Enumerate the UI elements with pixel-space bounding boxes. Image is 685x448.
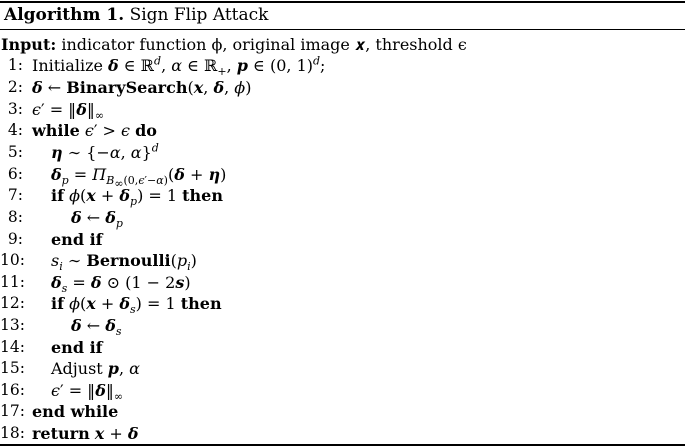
line-code: $\delta_s = \delta$ ⊙ (1 − 2s) <box>51 273 191 296</box>
line-code: δ ← $\delta_p$ <box>71 208 123 231</box>
line-code: $\delta_p = \Pi_{B_\infty(0,\epsilon'-\alpha)}(\delta + \eta)$ <box>51 165 227 191</box>
line-code: end if <box>51 338 103 357</box>
line-code: Initialize δ ∈ ℝ$^d$, α ∈ ℝ$_+$, p ∈ (0, 1)$^d$; <box>32 54 326 79</box>
line-number: 16: <box>0 381 25 399</box>
line-number: 12: <box>0 294 25 312</box>
input-text: indicator function ϕ, original image 𝒙, threshold ϵ <box>61 35 467 54</box>
line-number: 14: <box>0 338 25 356</box>
line-code: $\epsilon' = ‖\delta‖_\infty$ <box>32 100 105 123</box>
line-code: if $\phi(x + \delta_s) = 1$ then <box>51 294 222 317</box>
line-code: δ ← BinarySearch(x, δ, ϕ) <box>32 78 252 97</box>
line-number: 17: <box>0 402 25 420</box>
line-code: Adjust p, α <box>51 359 140 378</box>
line-code: end while <box>32 402 119 421</box>
line-number: 10: <box>0 251 25 269</box>
line-code: if $\phi(x + \delta_p) = 1$ then <box>51 186 223 209</box>
line-number: 5: <box>7 143 23 161</box>
line-number: 2: <box>7 78 23 96</box>
line-number: 18: <box>0 424 25 442</box>
line-number: 15: <box>0 359 25 377</box>
line-code: return x + δ <box>32 424 139 443</box>
line-number: 6: <box>7 165 23 183</box>
bottom-rule <box>0 444 685 446</box>
line-number: 9: <box>7 230 23 248</box>
line-code: η ∼ {−α, α}$^d$ <box>51 141 159 162</box>
line-code: end if <box>51 230 103 249</box>
line-number: 11: <box>0 273 25 291</box>
line-number: 13: <box>0 316 25 334</box>
line-code: $s_i$ ∼ $Bernoulli(p_i)$ <box>51 251 197 274</box>
caption-rule <box>0 29 685 30</box>
line-number: 7: <box>7 186 23 204</box>
line-code: while ϵ′ > ϵ do <box>32 121 157 140</box>
line-number: 8: <box>7 208 23 226</box>
algorithm-title: Sign Flip Attack <box>129 5 269 25</box>
line-number: 3: <box>7 100 23 118</box>
line-number: 4: <box>7 121 23 139</box>
algorithm-label: Algorithm 1. <box>4 5 125 25</box>
line-code: $\epsilon' = ‖\delta‖_\infty$ <box>51 381 124 404</box>
algorithm-caption <box>4 5 268 25</box>
line-code: δ ← $\delta_s$ <box>71 316 122 339</box>
top-rule <box>0 1 685 3</box>
line-number: 1: <box>7 56 23 74</box>
input-keyword: Input: <box>1 35 57 54</box>
